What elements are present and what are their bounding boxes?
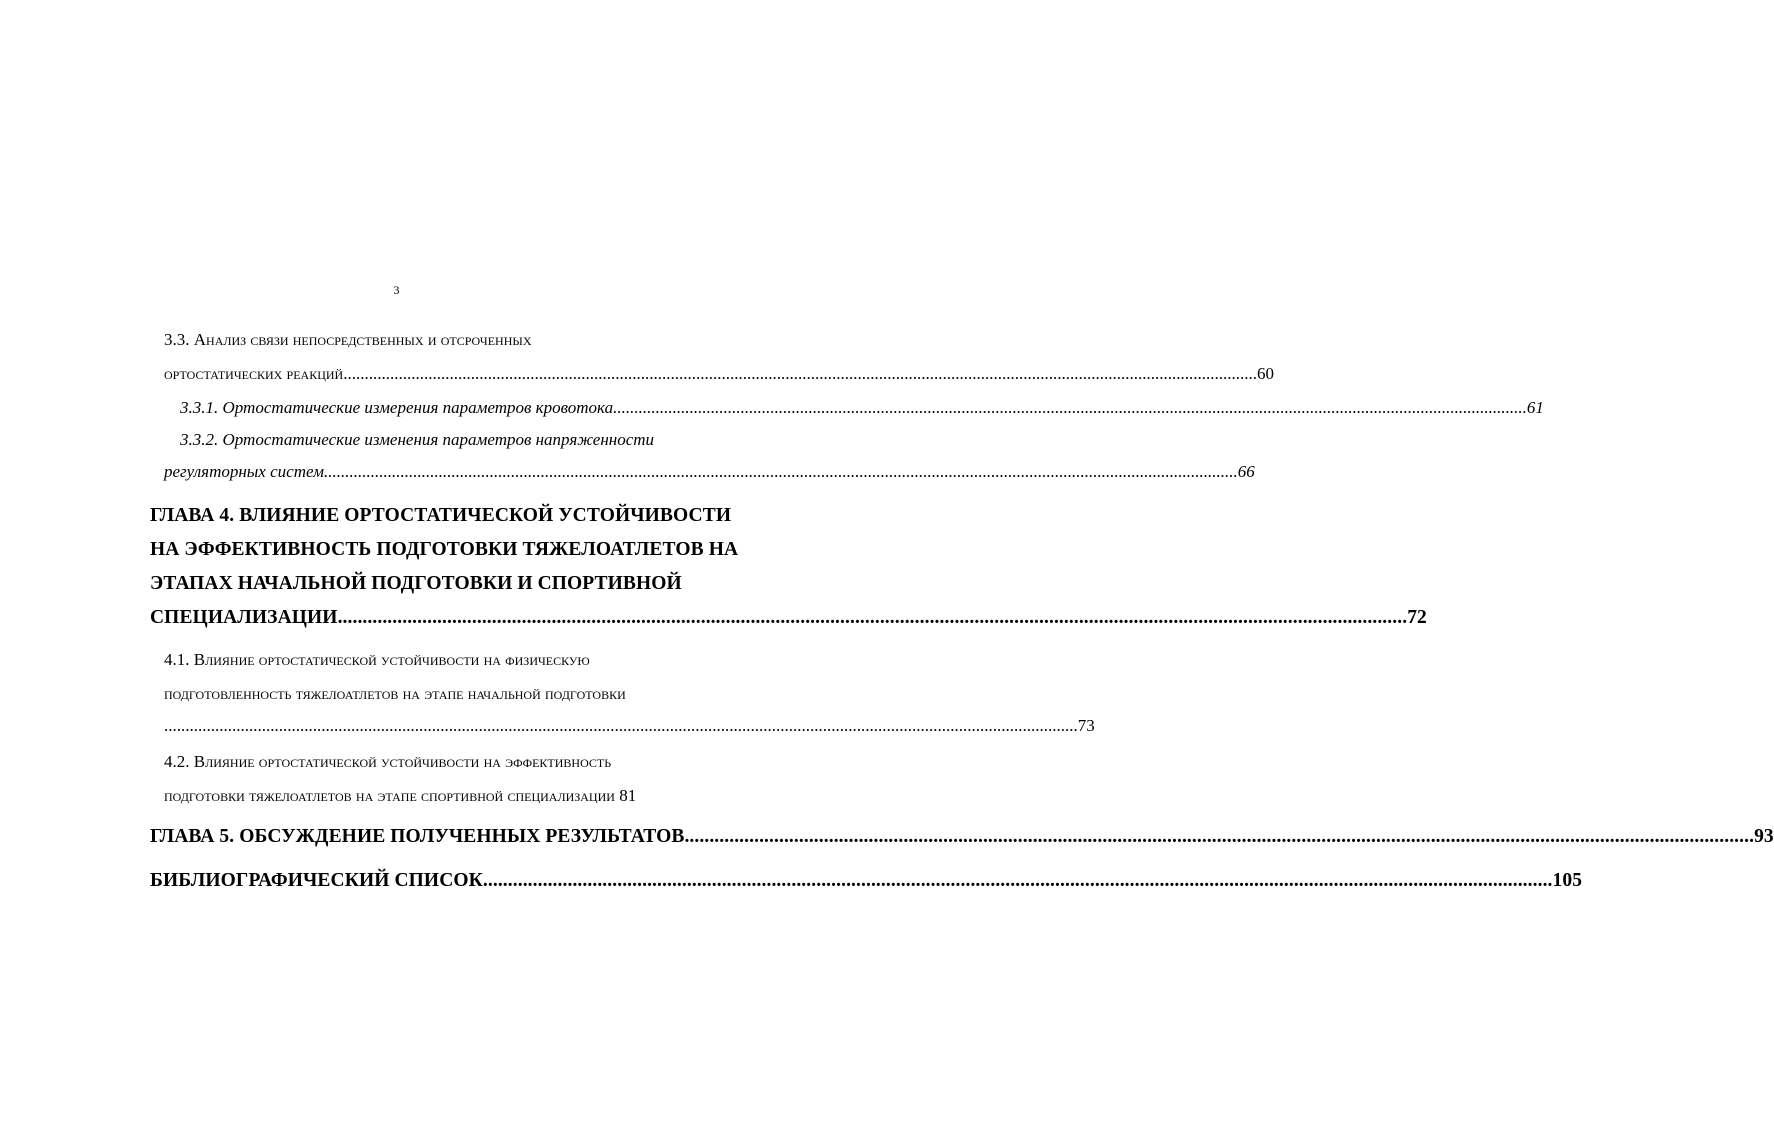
- dot-leader: .......................................................................................................................................................................................................................: [343, 364, 1257, 383]
- dot-leader: .......................................................................................................................................................................................................................: [164, 716, 1078, 735]
- toc-entry-3-3-line1: [164, 330, 532, 350]
- toc-chapter-4[interactable]: [150, 607, 1427, 629]
- toc-entry-text: 3.3.2. Ортостатические изменения параметров напряженности: [180, 430, 655, 449]
- toc-entry-4-2[interactable]: [164, 786, 736, 806]
- toc-entry-text: регуляторных систем: [164, 462, 324, 481]
- dot-leader: .......................................................................................................................................................................................................................: [613, 398, 1527, 417]
- toc-chapter-text: СПЕЦИАЛИЗАЦИИ: [150, 607, 338, 628]
- toc-entry-3-3[interactable]: [164, 364, 1274, 384]
- toc-entry-4-1[interactable]: [164, 716, 1095, 736]
- page-number: 3: [393, 283, 400, 297]
- toc-entry-3-3-2-line1: [180, 430, 654, 450]
- toc-entry-text: 3.3. Анализ связи непосредственных и отсроченных: [164, 330, 532, 349]
- toc-entry-4-1-line1: [164, 650, 590, 670]
- toc-entry-3-3-2[interactable]: [164, 462, 1255, 482]
- toc-page-number: 81: [619, 786, 637, 805]
- toc-entry-text: 3.3.1. Ортостатические измерения параметров кровотока: [180, 398, 614, 417]
- toc-entry-3-3-1[interactable]: [180, 398, 1544, 418]
- toc-entry-4-1-line2: [164, 684, 626, 704]
- dot-leader: .......................................................................................................................................................................................................................: [684, 826, 1755, 847]
- toc-chapter-text: ЭТАПАХ НАЧАЛЬНОЙ ПОДГОТОВКИ И СПОРТИВНОЙ: [150, 573, 682, 594]
- toc-page-number: 61: [1526, 398, 1544, 417]
- toc-page-number: 60: [1256, 364, 1274, 383]
- toc-chapter-text: НА ЭФФЕКТИВНОСТЬ ПОДГОТОВКИ ТЯЖЕЛОАТЛЕТОВ НА: [150, 539, 739, 560]
- toc-chapter-4-line3: [150, 573, 682, 595]
- toc-page-number: 72: [1407, 607, 1427, 628]
- toc-chapter-5[interactable]: [150, 826, 1774, 848]
- dot-leader: .......................................................................................................................................................................................................................: [323, 462, 1238, 481]
- toc-chapter-text: ГЛАВА 4. ВЛИЯНИЕ ОРТОСТАТИЧЕСКОЙ УСТОЙЧИВОСТИ: [150, 505, 732, 526]
- toc-chapter-text: ГЛАВА 5. ОБСУЖДЕНИЕ ПОЛУЧЕННЫХ РЕЗУЛЬТАТОВ: [150, 826, 685, 847]
- toc-page-number: 66: [1237, 462, 1255, 481]
- toc-entry-text: подготовленность тяжелоатлетов на этапе начальной подготовки: [164, 684, 626, 703]
- toc-entry-text: 4.1. Влияние ортостатической устойчивости на физическую: [164, 650, 590, 669]
- toc-entry-text: ортостатических реакций: [164, 364, 344, 383]
- toc-entry-text: 4.2. Влияние ортостатической устойчивости на эффективность: [164, 752, 612, 771]
- toc-page-number: 105: [1552, 870, 1583, 891]
- toc-chapter-text: БИБЛИОГРАФИЧЕСКИЙ СПИСОК: [150, 870, 483, 891]
- dot-leader: .......................................................................................................................................................................................................................: [337, 607, 1408, 628]
- toc-chapter-4-line1: [150, 505, 731, 527]
- toc-chapter-4-line2: [150, 539, 738, 561]
- toc-entry-4-2-line1: [164, 752, 611, 772]
- toc-bibliography[interactable]: [150, 870, 1583, 892]
- toc-page-number: 93: [1754, 826, 1774, 847]
- toc-entry-text: подготовки тяжелоатлетов на этапе спортивной специализации: [164, 786, 615, 805]
- dot-leader: .......................................................................................................................................................................................................................: [482, 870, 1553, 891]
- toc-page-number: 73: [1077, 716, 1095, 735]
